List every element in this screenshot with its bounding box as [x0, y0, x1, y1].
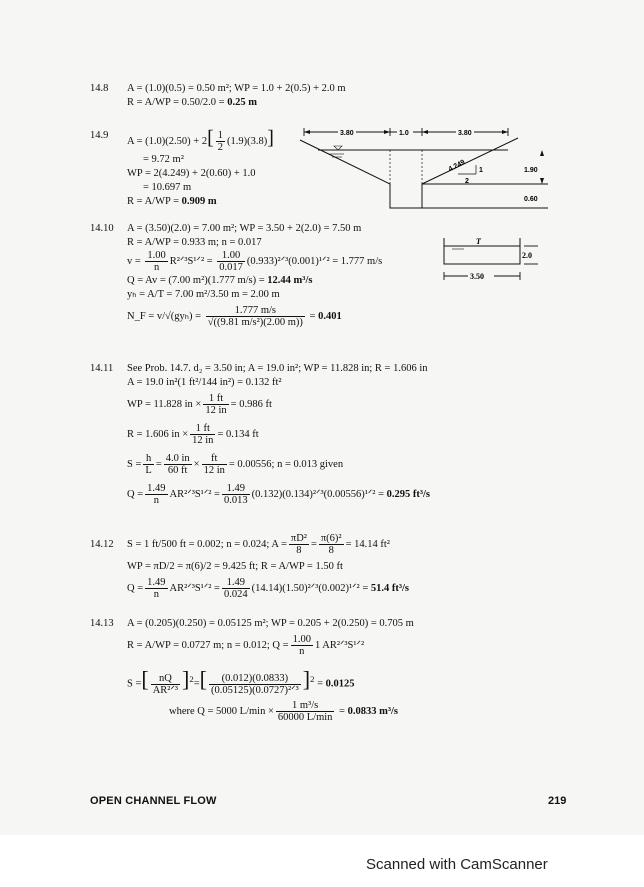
- equation-line: See Prob. 14.7. d₂ = 3.50 in; A = 19.0 in²; WP = 11.828 in; R = 1.606 in: [127, 363, 428, 374]
- equation-line: = 10.697 m: [143, 182, 192, 193]
- problem-number: 14.11: [90, 363, 114, 374]
- depth-2: 0.60: [524, 196, 538, 203]
- equation-line: A = (1.0)(2.50) + 2[ $\frac{1}{2}$ (1.9)(3.8)]: [127, 127, 274, 154]
- equation-line: A = 19.0 in²(1 ft²/144 in²) = 0.132 ft²: [127, 377, 282, 388]
- slope-horizontal: 2: [465, 178, 469, 185]
- problem-number: 14.9: [90, 130, 109, 141]
- depth-label: 2.0: [522, 251, 532, 260]
- equation-line: Q = Av = (7.00 m²)(1.777 m/s) = 12.44 m³/s: [127, 275, 313, 286]
- slope-vertical: 1: [479, 167, 483, 174]
- problem-number: 14.12: [90, 539, 114, 550]
- equation-line: S =[ $\frac{nQ}{\text{AR²ᐟ³}}$ ]$^2$=[ $\frac{(0.012)(0.0833)}{\text{(0.05125)(0.0727)²ᐟ³}}$ ]$^2$ = 0.0125: [127, 666, 355, 696]
- equation-line: WP = πD/2 = π(6)/2 = 9.425 ft; R = A/WP = 1.50 ft: [127, 561, 343, 572]
- top-width-label: T: [476, 237, 481, 246]
- equation-line: Q = $\frac{1.49}{n}$ AR²ᐟ³S¹ᐟ² = $\frac{1.49}{0.013}$ (0.132)(0.134)²ᐟ³(0.00556)¹ᐟ² = 0.295 ft³/s: [127, 483, 431, 507]
- problem-number: 14.10: [90, 223, 114, 234]
- equation-line: N_F = v/√(gyₕ) = $\frac{1.777 m/s}{\text{√((9.81 m/s²)(2.00 m))}}$ = 0.401: [127, 305, 342, 329]
- dim-top-right: 3.80: [458, 130, 472, 137]
- depth-1: 1.90: [524, 167, 538, 174]
- answer: 0.401: [318, 311, 342, 322]
- equation-line: yₕ = A/T = 7.00 m²/3.50 m = 2.00 m: [127, 289, 280, 300]
- equation-line: R = A/WP = 0.50/2.0 = 0.25 m: [127, 97, 257, 108]
- bottom-width-label: 3.50: [470, 272, 484, 281]
- answer: 0.25 m: [227, 97, 257, 108]
- equation-line: where Q = 5000 L/min × $\frac{\text{1 m³/s}}{60000 L/\min}$ = 0.0833 m³/s: [169, 700, 398, 724]
- equation-line: S = 1 ft/500 ft = 0.002; n = 0.024; A = $\frac{\text{πD²}}{8}$ = $\frac{\text{π(6)²}}{8}$ = 14.14 ft²: [127, 533, 390, 557]
- equation-line: = 9.72 m²: [143, 154, 184, 165]
- page-number: 219: [548, 795, 567, 807]
- equation-line: A = (3.50)(2.0) = 7.00 m²; WP = 3.50 + 2(2.0) = 7.50 m: [127, 223, 362, 234]
- equation-line: A = (1.0)(0.5) = 0.50 m²; WP = 1.0 + 2(0.5) + 2.0 m: [127, 83, 346, 94]
- answer: 51.4 ft³/s: [370, 583, 410, 594]
- trapezoid-channel-diagram: [298, 128, 550, 218]
- equation-line: WP = 11.828 in × $\frac{1 ft}{12 in}$ = 0.986 ft: [127, 393, 272, 417]
- equation-line: v = $\frac{1.00}{n}$ R²ᐟ³S¹ᐟ² = $\frac{1.00}{0.017}$ (0.933)²ᐟ³(0.001)¹ᐟ² = 1.777 m/s: [127, 250, 383, 274]
- answer: 12.44 m³/s: [267, 275, 313, 286]
- equation-line: WP = 2(4.249) + 2(0.60) + 1.0: [127, 168, 256, 179]
- chapter-title: OPEN CHANNEL FLOW: [90, 795, 217, 807]
- answer: 0.0833 m³/s: [347, 706, 398, 717]
- answer: 0.909 m: [181, 196, 217, 207]
- equation-line: R = A/WP = 0.933 m; n = 0.017: [127, 237, 262, 248]
- slope-length: 4.249: [447, 158, 467, 174]
- problem-number: 14.8: [90, 83, 109, 94]
- scanner-watermark: Scanned with CamScanner: [366, 856, 548, 873]
- equation-line: R = A/WP = 0.909 m: [127, 196, 217, 207]
- equation-line: R = A/WP = 0.0727 m; n = 0.012; Q = $\frac{1.00}{n}$ 1 AR²ᐟ³S¹ᐟ²: [127, 634, 365, 658]
- dim-top-left: 3.80: [340, 130, 354, 137]
- equation-line: A = (0.205)(0.250) = 0.05125 m²; WP = 0.205 + 2(0.250) = 0.705 m: [127, 618, 414, 629]
- equation-line: R = 1.606 in × $\frac{1 ft}{12 in}$ = 0.134 ft: [127, 423, 259, 447]
- answer: 0.0125: [325, 678, 355, 690]
- rectangular-channel-diagram: [438, 234, 542, 290]
- equation-line: Q = $\frac{1.49}{n}$ AR²ᐟ³S¹ᐟ² = $\frac{1.49}{0.024}$ (14.14)(1.50)²ᐟ³(0.002)¹ᐟ² = 51.4 ft³/s: [127, 577, 410, 601]
- dim-top-mid: 1.0: [399, 130, 409, 137]
- answer: 0.295 ft³/s: [386, 489, 431, 500]
- equation-line: S = $\frac{h}{L}$ = $\frac{4.0 in}{60 ft}$ × $\frac{ft}{12 in}$ = 0.00556; n = 0.013 given: [127, 453, 344, 477]
- problem-number: 14.13: [90, 618, 114, 629]
